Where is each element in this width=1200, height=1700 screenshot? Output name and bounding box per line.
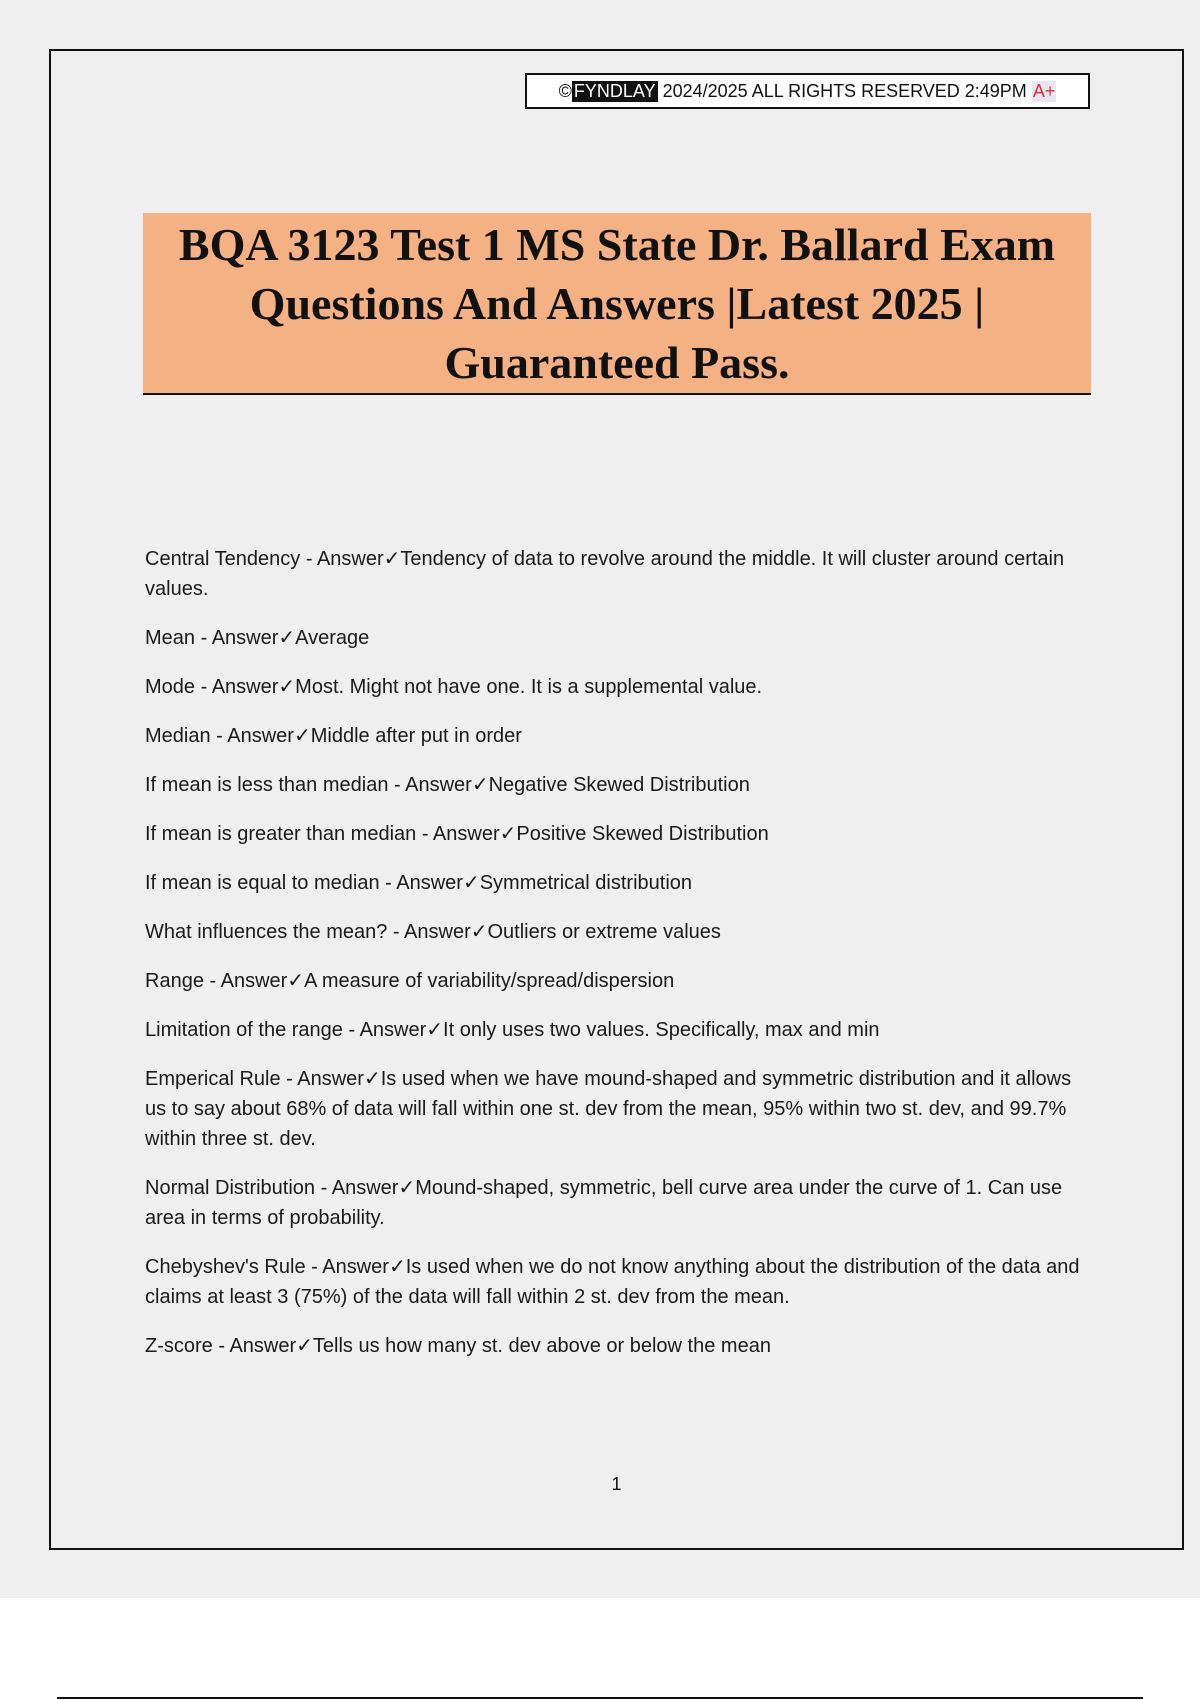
copyright-text: 2024/2025 ALL RIGHTS RESERVED 2:49PM: [662, 80, 1027, 101]
qa-answer: Is used when we have mound-shaped and symmetric distribution and it allows us to say about 68% of data will fall within one st. dev from the mean, 95% within two st. dev, and 99.7% within three st. dev.: [145, 1068, 1072, 1150]
qa-question: If mean is greater than median: [145, 823, 417, 845]
answer-label: - Answer: [387, 921, 471, 943]
qa-item: [145, 769, 1095, 800]
copyright-symbol: ©: [558, 80, 572, 101]
qa-answer: Tells us how many st. dev above or below the mean: [312, 1335, 771, 1357]
qa-answer: Negative Skewed Distribution: [488, 774, 750, 796]
answer-label: - Answer: [195, 676, 279, 698]
qa-item: [145, 867, 1095, 898]
title-line-1: BQA 3123 Test 1 MS State Dr. Ballard Exam: [178, 218, 1056, 270]
title-line-2: Questions And Answers |Latest 2025 |: [249, 277, 985, 329]
qa-item: [145, 1251, 1095, 1312]
bottom-divider: [57, 1697, 1143, 1699]
check-icon: ✓: [278, 674, 296, 698]
qa-question: Z-score: [145, 1335, 213, 1357]
qa-item: [145, 1330, 1095, 1361]
qa-answer: Positive Skewed Distribution: [516, 823, 769, 845]
check-icon: ✓: [383, 546, 401, 570]
qa-item: [145, 622, 1095, 653]
qa-item: [145, 543, 1095, 604]
qa-answer: A measure of variability/spread/dispersion: [304, 970, 675, 992]
qa-question: Median: [145, 725, 211, 747]
qa-item: [145, 720, 1095, 751]
qa-answer: Most. Might not have one. It is a supplemental value.: [295, 676, 763, 698]
check-icon: ✓: [426, 1017, 444, 1041]
copyright-header: [525, 73, 1090, 109]
answer-label: - Answer: [416, 823, 500, 845]
qa-answer: Tendency of data to revolve around the middle. It will cluster around certain values.: [145, 548, 1065, 600]
qa-question: Chebyshev's Rule: [145, 1256, 306, 1278]
qa-item: [145, 671, 1095, 702]
qa-answer: Average: [295, 627, 370, 649]
qa-item: [145, 965, 1095, 996]
check-icon: ✓: [278, 625, 296, 649]
answer-label: - Answer: [379, 872, 463, 894]
check-icon: ✓: [462, 870, 480, 894]
qa-question: Limitation of the range: [145, 1019, 343, 1041]
check-icon: ✓: [293, 723, 311, 747]
document-title: [179, 215, 1055, 392]
qa-question: Normal Distribution: [145, 1177, 316, 1199]
qa-answer: Is used when we do not know anything about the distribution of the data and claims at least 3 (75%) of the data will fall within 2 st. dev from the mean.: [145, 1256, 1080, 1308]
qa-item: [145, 916, 1095, 947]
check-icon: ✓: [398, 1175, 416, 1199]
brand-name: FYNDLAY: [573, 80, 656, 101]
qa-item: [145, 1172, 1095, 1233]
qa-answer: It only uses two values. Specifically, max and min: [443, 1019, 880, 1041]
title-banner: [143, 213, 1091, 395]
qa-question: What influences the mean?: [145, 921, 388, 943]
qa-question: Range: [145, 970, 204, 992]
qa-item: [145, 1063, 1095, 1154]
answer-label: - Answer: [195, 627, 279, 649]
answer-label: - Answer: [388, 774, 472, 796]
qa-question: If mean is less than median: [145, 774, 389, 796]
qa-question: Emperical Rule: [145, 1068, 281, 1090]
qa-item: [145, 818, 1095, 849]
qa-answer: Middle after put in order: [310, 725, 522, 747]
check-icon: ✓: [470, 919, 488, 943]
qa-question: If mean is equal to median: [145, 872, 380, 894]
grade-badge: A+: [1032, 80, 1056, 101]
qa-question: Central Tendency: [145, 548, 301, 570]
answer-label: - Answer: [342, 1019, 427, 1041]
qa-list: [145, 543, 1095, 1379]
qa-question: Mode: [145, 676, 196, 698]
qa-answer: Symmetrical distribution: [479, 872, 693, 894]
answer-label: - Answer: [212, 1335, 297, 1357]
check-icon: ✓: [388, 1254, 406, 1278]
check-icon: ✓: [296, 1333, 313, 1357]
page-number: 1: [611, 1474, 622, 1494]
qa-item: [145, 1014, 1095, 1045]
answer-label: - Answer: [305, 1256, 389, 1278]
check-icon: ✓: [363, 1066, 381, 1090]
title-line-3: Guaranteed Pass.: [444, 336, 790, 388]
check-icon: ✓: [287, 968, 305, 992]
answer-label: - Answer: [203, 970, 288, 992]
check-icon: ✓: [499, 821, 517, 845]
check-icon: ✓: [471, 772, 489, 796]
answer-label: - Answer: [210, 725, 294, 747]
qa-answer: Mound-shaped, symmetric, bell curve area under the curve of 1. Can use area in terms of probability.: [145, 1177, 1063, 1229]
answer-label: - Answer: [315, 1177, 399, 1199]
answer-label: - Answer: [280, 1068, 364, 1090]
answer-label: - Answer: [300, 548, 384, 570]
qa-answer: Outliers or extreme values: [487, 921, 721, 943]
qa-question: Mean: [145, 627, 196, 649]
